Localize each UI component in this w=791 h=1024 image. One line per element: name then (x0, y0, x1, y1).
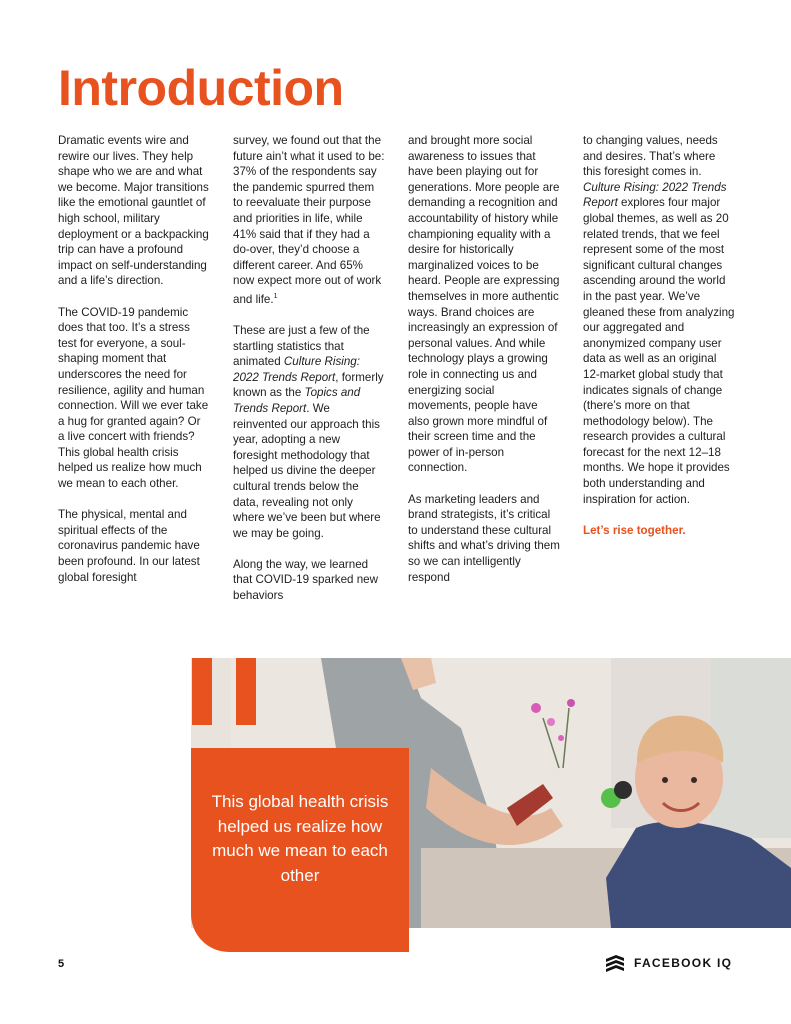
quotation-mark-icon (192, 658, 212, 725)
paragraph: As marketing leaders and brand strategists, it’s critical to understand these cultural shifts and what’s driving them so we can intelligently respond (408, 492, 560, 584)
paragraph: and brought more social awareness to issues that have been playing out for generations. More people are demanding a recognition and accountability of history while championing equality with a desire for historically marginalized voices to be heard. People are expressing themselves in more authentic ways. Brand choices are increasingly an expression of personal values. And while technology plays a growing role in connecting us and energizing social movements, people have also grown more mindful of their screen time and the power of in-person connection. (408, 134, 560, 475)
paragraph (233, 323, 385, 541)
paragraph (233, 133, 385, 307)
footnote-marker: 1 (273, 292, 278, 300)
paragraph: The COVID-19 pandemic does that too. It’s a stress test for everyone, a soul-shaping moment that underscores the need for resilience, agility and human connection. Will we ever take a hug for granted again? Or a live concert with friends? This global health crisis helped us realize how much we mean to each other. (58, 305, 209, 491)
call-to-action: Let’s rise together. (583, 523, 686, 537)
report-title: Topics and Trends Report (233, 386, 361, 415)
facebook-iq-logo-icon (604, 953, 626, 973)
report-title: Culture Rising: 2022 Trends Report (583, 180, 727, 210)
paragraph: Dramatic events wire and rewire our lives. They help shape who we are and what we become. Major transitions like the emotional gauntlet of high school, military deployment or a backpacking trip can have a profound impact on self-understanding and a life’s direction. (58, 134, 209, 288)
quotation-mark-icon (236, 658, 256, 725)
paragraph-text: explores four major global themes, as well as 20 related trends, that we feel represent some of the most significant cultural changes ascending around the world in the past year. We’ve gleaned these from analyzing our aggregated and anonymized company user data as well as an original 12-market global study that indicates signals of change (there’s more on that methodology below). The research provides a cultural forecast for the next 12–18 months. We hope it provides both understanding and inspiration for action. (583, 196, 735, 506)
paragraph: The physical, mental and spiritual effects of the coronavirus pandemic have been profound. In our latest global foresight (58, 508, 200, 584)
paragraph: Along the way, we learned that COVID-19 sparked new behaviors (233, 557, 378, 603)
brand-footer (604, 953, 732, 973)
paragraph-text: , formerly known as the (233, 370, 384, 400)
paragraph-text: to changing values, needs and desires. That’s where this foresight comes in. (583, 134, 718, 179)
paragraph (583, 133, 735, 507)
body-column-1 (58, 133, 210, 601)
paragraph-text: . We reinvented our approach this year, adopting a new foresight methodology that helped us divine the deeper cultural trends below the data, revealing not only where we’ve been but where we may be going. (233, 401, 381, 540)
body-column-3 (408, 133, 560, 601)
brand-name: FACEBOOK IQ (634, 956, 733, 970)
paragraph-text: survey, we found out that the future ain’t what it used to be: 37% of the respondents say the pandemic spurred them to reevaluate their purpose and priorities in life, while 41% said that if they had a do-over, they’d choose a different career. And 65% now expect more out of work and life. (233, 134, 385, 306)
pull-quote-text: This global health crisis helped us realize how much we mean to each other (211, 792, 389, 885)
page-title: Introduction (58, 60, 344, 116)
body-column-2 (233, 133, 385, 619)
page-number: 5 (58, 958, 65, 970)
paragraph-text: These are just a few of the startling statistics that animated (233, 323, 370, 369)
body-column-4 (583, 133, 735, 554)
pull-quote (191, 748, 409, 952)
report-title: Culture Rising: 2022 Trends Report (233, 355, 360, 384)
